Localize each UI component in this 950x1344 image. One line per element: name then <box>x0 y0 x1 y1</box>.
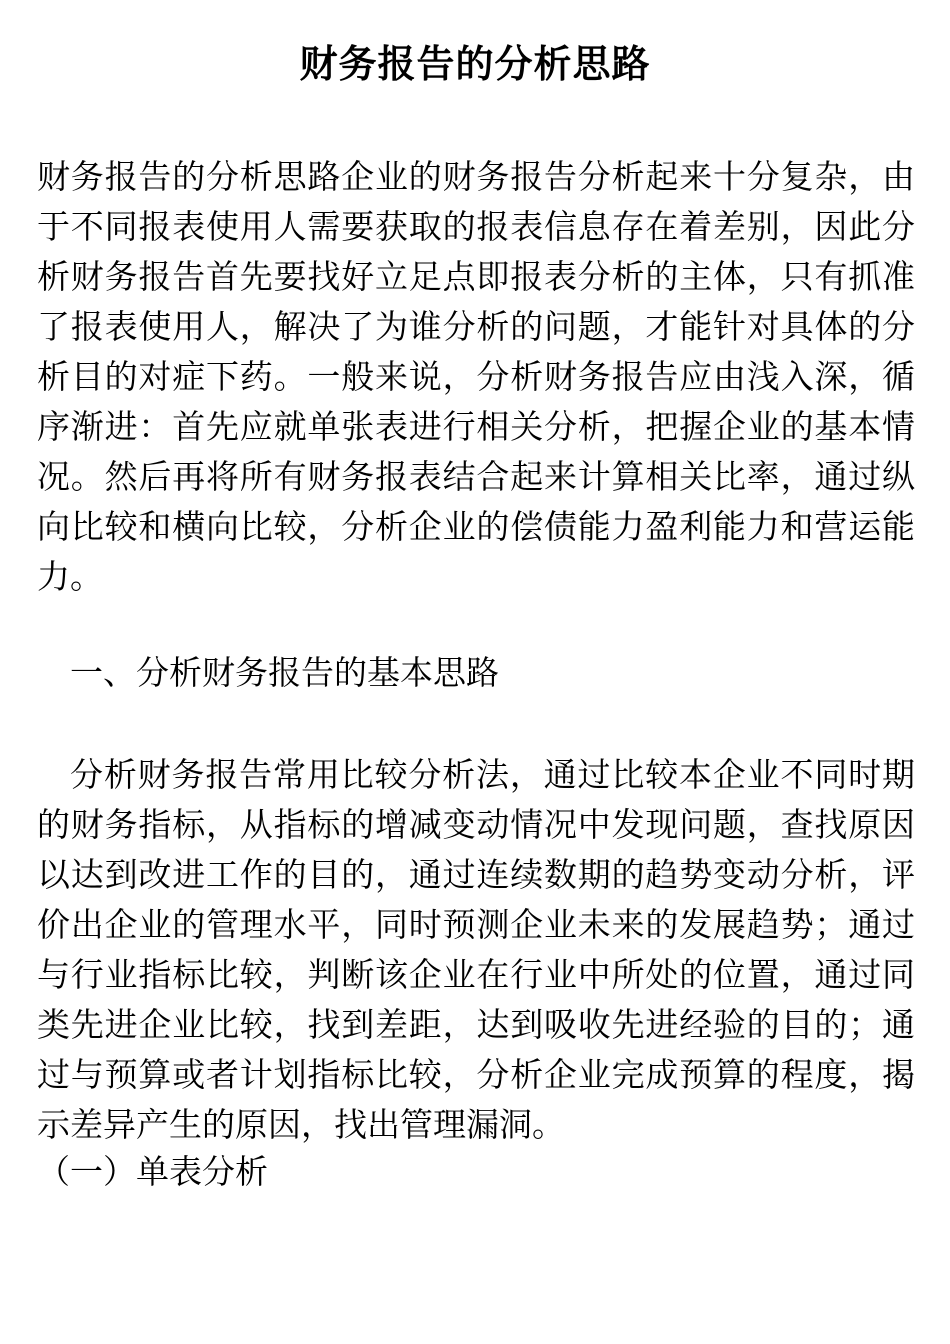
subsection-heading-single-statement: （一）单表分析 <box>37 1152 268 1191</box>
section-body-paragraph: 分析财务报告常用比较分析法，通过比较本企业不同时期的财务指标，从指标的增减变动情况中发现问题，查找原因以达到改进工作的目的，通过连续数期的趋势变动分析，评价出企业的管理水平，同时预测企业未来的发展趋势；通过与行业指标比较，判断该企业在行业中所处的位置，通过同类先进企业比较，找到差距，达到吸收先进经验的目的；通过与预算或者计划指标比较，分析企业完成预算的程度，揭示差异产生的原因，找出管理漏洞。 <box>37 755 915 1144</box>
page-title: 财务报告的分析思路 <box>299 42 651 86</box>
section-heading-basic-approach: 一、分析财务报告的基本思路 <box>70 653 499 692</box>
intro-paragraph: 财务报告的分析思路企业的财务报告分析起来十分复杂，由于不同报表使用人需要获取的报表信息存在着差别，因此分析财务报告首先要找好立足点即报表分析的主体，只有抓准了报表使用人，解决了为谁分析的问题，才能针对具体的分析目的对症下药。一般来说，分析财务报告应由浅入深，循序渐进：首先应就单张表进行相关分析，把握企业的基本情况。然后再将所有财务报表结合起来计算相关比率，通过纵向比较和横向比较，分析企业的偿债能力盈利能力和营运能力。 <box>37 157 915 596</box>
